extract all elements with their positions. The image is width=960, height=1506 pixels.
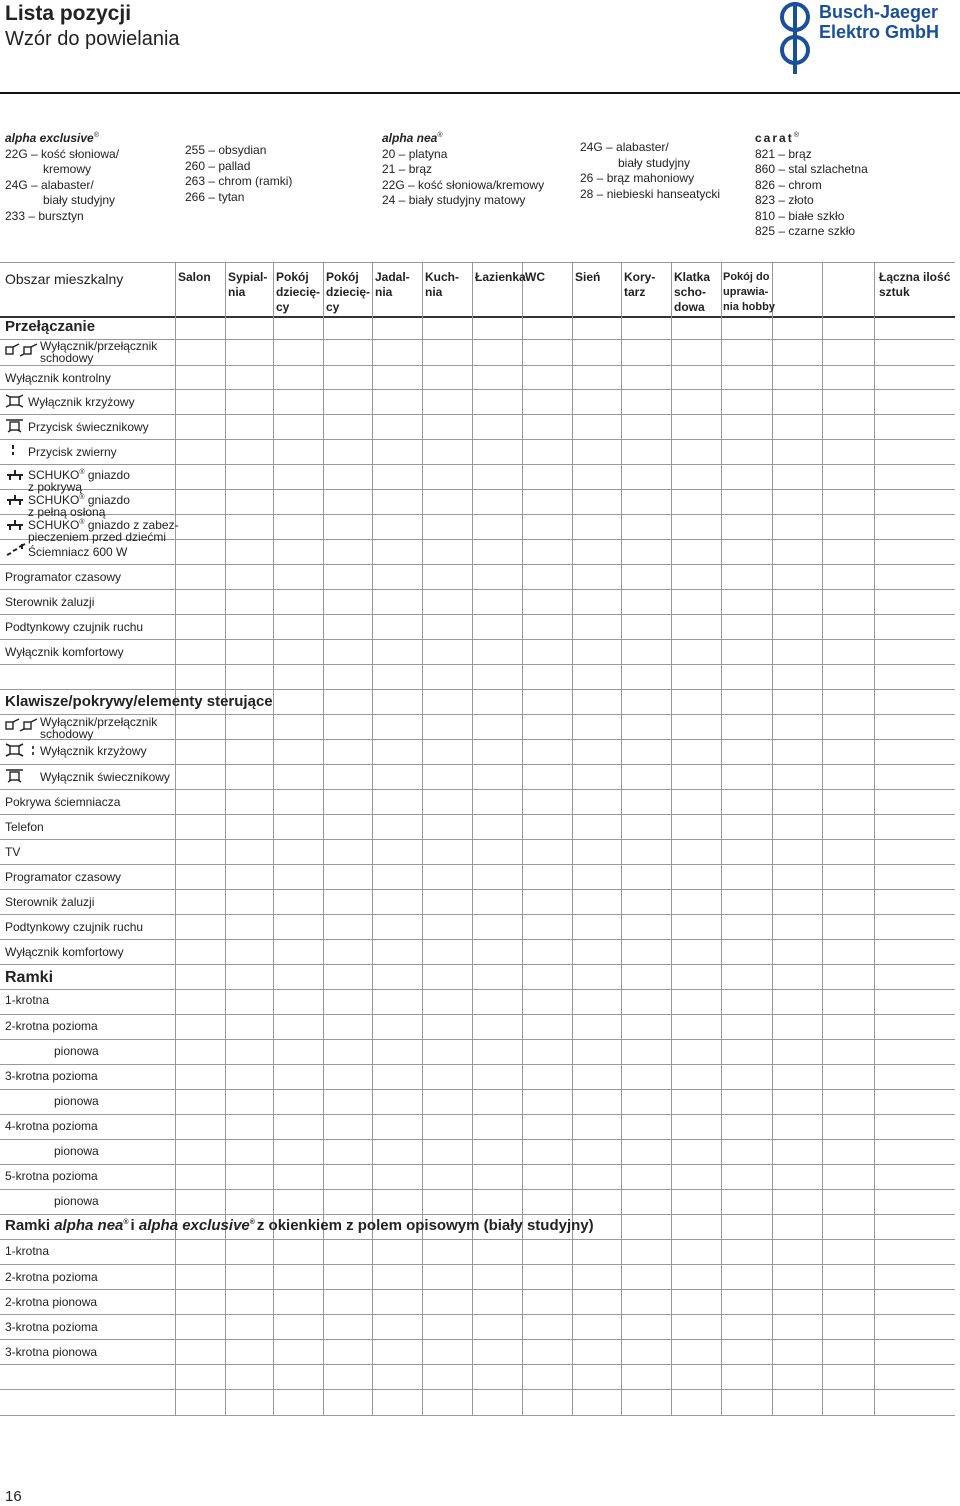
busch-jaeger-logo-icon (780, 2, 810, 74)
grid-row-line (0, 564, 955, 565)
row-label: Wyłącznik kontrolny (5, 371, 111, 385)
brand-line-1: Busch-Jaeger (819, 2, 939, 22)
row-label: pionowa (54, 1194, 99, 1208)
text-fragment: Pokój do (723, 271, 770, 283)
text-fragment: Pokój (326, 270, 359, 284)
text-fragment: dowa (674, 300, 705, 314)
grid-row-line (0, 864, 955, 865)
section-title-frames-window (5, 1217, 594, 1234)
text-fragment: cy (326, 300, 340, 314)
text-fragment: schodowy (40, 351, 94, 365)
text-fragment: ® (79, 494, 85, 501)
range-alpha-nea-2 (580, 140, 720, 202)
text-fragment: Wyłącznik/przełącznik (40, 715, 158, 729)
grid-row-line (0, 489, 955, 490)
row-label (28, 517, 179, 543)
text-fragment: z pełną osłoną (28, 505, 106, 519)
range-item: 263 – chrom (ramki) (185, 174, 293, 188)
cross-switch-icon (5, 393, 25, 409)
col-jadalnia (375, 270, 410, 300)
text-fragment (28, 492, 130, 506)
text-fragment: Kory- (624, 270, 656, 284)
row-label: Pokrywa ściemniacza (5, 795, 121, 809)
row-label: 3-krotna pozioma (5, 1320, 98, 1334)
col-sien: Sień (575, 270, 601, 284)
text-fragment: uprawia- (723, 286, 769, 298)
cross-switch-icon (5, 742, 39, 758)
text-fragment: Klatka (674, 270, 711, 284)
text-fragment: i (130, 1217, 139, 1234)
brand-line-2: Elektro GmbH (819, 22, 940, 42)
text-fragment: nia (425, 285, 443, 299)
range-alpha-exclusive (5, 128, 119, 224)
row-label: Ściemniacz 600 W (28, 545, 128, 559)
row-label: 4-krotna pozioma (5, 1119, 98, 1133)
row-label: 1-krotna (5, 993, 50, 1007)
row-label: Podtynkowy czujnik ruchu (5, 620, 144, 634)
row-label: Programator czasowy (5, 570, 122, 584)
range-item: 233 – bursztyn (5, 208, 84, 223)
grid-row-line (0, 1339, 955, 1340)
text-fragment: gniazdo z zabez- (84, 518, 179, 532)
grid-row-line (0, 1164, 955, 1165)
grid-row-line (0, 1114, 955, 1115)
range-item: kremowy (43, 162, 92, 176)
row-label: 2-krotna pionowa (5, 1295, 98, 1309)
col-wc: WC (525, 270, 545, 284)
text-fragment: schodowy (40, 727, 94, 741)
socket-icon (5, 467, 25, 483)
range-alpha-exclusive-2 (185, 143, 292, 205)
grid-line (0, 262, 955, 263)
row-label (28, 492, 130, 518)
range-item: 24G – alabaster/ (5, 177, 94, 192)
grid-row-line (0, 839, 955, 840)
row-label: Podtynkowy czujnik ruchu (5, 920, 144, 934)
text-fragment: Ramki (5, 1217, 55, 1234)
row-label: Przycisk zwierny (28, 445, 117, 459)
grid-row-line (0, 764, 955, 765)
grid-row-line (0, 1364, 955, 1365)
range-item: 20 – platyna (382, 146, 448, 161)
row-label (40, 340, 157, 364)
range-item: 22G – kość słoniowa/ (5, 146, 120, 161)
section-title-frames: Ramki (5, 969, 54, 986)
text-fragment: alpha nea (54, 1217, 124, 1234)
grid-row-line (0, 939, 955, 940)
grid-row-line (0, 389, 955, 390)
row-label: pionowa (54, 1044, 99, 1058)
text-fragment: SCHUKO (28, 518, 80, 532)
text-fragment: dziecię- (276, 285, 321, 299)
range-item: 26 – brąz mahoniowy (580, 171, 695, 185)
grid-row-line (0, 414, 955, 415)
text-fragment: Kuch- (425, 270, 459, 284)
text-fragment: SCHUKO (28, 468, 80, 482)
area-label: Obszar mieszkalny (5, 271, 124, 287)
text-fragment: nia (375, 285, 393, 299)
row-label: 1-krotna (5, 1244, 50, 1258)
text-fragment: cy (276, 300, 290, 314)
text-fragment: Sypial- (228, 270, 268, 284)
text-fragment: ® (123, 1219, 131, 1226)
row-label: 5-krotna pozioma (5, 1169, 98, 1183)
grid-row-line (0, 1289, 955, 1290)
grid-row-line (0, 1264, 955, 1265)
text-fragment: tarz (624, 285, 646, 299)
switch-icon (5, 343, 39, 357)
range-item: biały studyjny (43, 193, 116, 207)
text-fragment: Łączna ilość (879, 270, 951, 284)
grid-row-line (0, 1089, 955, 1090)
row-label (28, 467, 130, 493)
row-label: TV (5, 845, 21, 859)
grid-row-line (0, 1389, 955, 1390)
text-fragment: nia hobby (723, 301, 775, 313)
row-label: Wyłącznik krzyżowy (28, 395, 135, 409)
text-fragment: Pokój (276, 270, 309, 284)
grid-row-line (0, 589, 955, 590)
grid-row-line (0, 1014, 955, 1015)
text-fragment: z pokrywą (28, 480, 83, 494)
row-label: 3-krotna pozioma (5, 1069, 98, 1083)
row-label (40, 716, 157, 740)
grid-line (0, 1415, 955, 1416)
range-carat (755, 128, 868, 240)
range-item: 22G – kość słoniowa/kremowy (382, 177, 545, 192)
row-label: 3-krotna pionowa (5, 1345, 98, 1359)
grid-row-line (0, 464, 955, 465)
text-fragment: Jadal- (375, 270, 410, 284)
col-korytarz (624, 270, 655, 300)
reg-mark: ® (93, 132, 99, 139)
row-label: Wyłącznik krzyżowy (40, 744, 147, 758)
section-title-switching: Przełączanie (5, 318, 96, 335)
text-fragment (28, 467, 130, 481)
section-title-keys: Klawisze/pokrywy/elementy sterujące (5, 693, 273, 710)
range-title: alpha exclusive (5, 131, 94, 145)
text-fragment: gniazdo (84, 468, 130, 482)
grid-row-line (0, 814, 955, 815)
switch-icon (5, 718, 39, 732)
grid-row-line (0, 689, 955, 690)
range-item: 823 – złoto (755, 193, 814, 207)
col-sypialnia (228, 270, 267, 300)
text-fragment: dziecię- (326, 285, 371, 299)
range-item: 24 – biały studyjny matowy (382, 193, 526, 207)
row-label: Wyłącznik świecznikowy (40, 770, 170, 784)
range-item: 825 – czarne szkło (755, 224, 856, 238)
row-label: Sterownik żaluzji (5, 895, 95, 909)
range-item: 810 – białe szkło (755, 208, 845, 223)
header-divider (0, 92, 960, 94)
text-fragment: z okienkiem z polem opisowym (biały studyjny) (256, 1217, 594, 1234)
brand-name (819, 2, 939, 42)
range-alpha-nea (382, 128, 544, 209)
reg-mark: ® (793, 132, 799, 139)
socket-icon (5, 517, 25, 533)
range-title: carat (755, 131, 794, 145)
col-pokoj-dzieciecy-2 (326, 270, 370, 315)
col-klatka (674, 270, 710, 315)
text-fragment: ® (249, 1219, 257, 1226)
grid-row-line (0, 889, 955, 890)
range-item: 826 – chrom (755, 177, 822, 192)
page-title: Lista pozycji (5, 2, 132, 25)
grid-row-line (0, 664, 955, 665)
grid-row-line (0, 614, 955, 615)
text-fragment: nia (228, 285, 246, 299)
reg-mark: ® (437, 132, 443, 139)
range-item: 260 – pallad (185, 158, 251, 173)
text-fragment: sztuk (879, 285, 910, 299)
grid-row-line (0, 639, 955, 640)
col-kuchnia (425, 270, 459, 300)
text-fragment: scho- (674, 285, 707, 299)
range-item: 21 – brąz (382, 162, 433, 176)
grid-row-line (0, 1214, 955, 1215)
range-item: 860 – stal szlachetna (755, 162, 868, 176)
push-button-icon (9, 443, 21, 457)
range-item: 266 – tytan (185, 189, 245, 204)
dimmer-icon (5, 541, 27, 559)
grid-row-line (0, 1314, 955, 1315)
range-item: 821 – brąz (755, 146, 812, 161)
col-hobby (723, 270, 775, 315)
grid-row-line (0, 365, 955, 366)
row-label: Przycisk świecznikowy (28, 420, 149, 434)
grid-line (0, 316, 955, 318)
grid-row-line (0, 1189, 955, 1190)
col-lazienka: Łazienka (475, 270, 526, 284)
grid-row-line (0, 1239, 955, 1240)
page-number: 16 (5, 1488, 22, 1505)
row-label: 2-krotna pozioma (5, 1270, 98, 1284)
text-fragment (28, 517, 179, 531)
range-title: alpha nea (382, 131, 438, 145)
text-fragment: SCHUKO (28, 493, 80, 507)
row-label: pionowa (54, 1144, 99, 1158)
range-item: 255 – obsydian (185, 143, 267, 157)
text-fragment: pieczeniem przed dziećmi (28, 530, 167, 544)
grid-row-line (0, 914, 955, 915)
chandelier-switch-icon (5, 768, 25, 784)
grid-row-line (0, 789, 955, 790)
text-fragment: Wyłącznik/przełącznik (40, 339, 158, 353)
range-item: 24G – alabaster/ (580, 140, 669, 154)
page-subtitle: Wzór do powielania (5, 28, 180, 50)
text-fragment: gniazdo (84, 493, 130, 507)
grid-row-line (0, 439, 955, 440)
row-label: Telefon (5, 820, 44, 834)
grid-row-line (0, 1039, 955, 1040)
range-item: biały studyjny (618, 155, 691, 170)
row-label: Wyłącznik komfortowy (5, 645, 124, 659)
col-total (879, 270, 950, 300)
row-label: Programator czasowy (5, 870, 122, 884)
row-label: pionowa (54, 1094, 99, 1108)
text-fragment: ® (79, 469, 85, 476)
grid-row-line (0, 1064, 955, 1065)
socket-icon (5, 492, 25, 508)
row-label: Sterownik żaluzji (5, 595, 95, 609)
chandelier-button-icon (5, 418, 25, 434)
grid-row-line (0, 989, 955, 990)
grid-row-line (0, 1139, 955, 1140)
text-fragment: alpha exclusive (138, 1217, 250, 1234)
grid-row-line (0, 964, 955, 965)
text-fragment: ® (79, 519, 85, 526)
row-label: 2-krotna pozioma (5, 1019, 98, 1033)
range-item: 28 – niebieski hanseatycki (580, 186, 721, 201)
grid-row-line (0, 514, 955, 515)
col-salon: Salon (178, 270, 211, 284)
col-pokoj-dzieciecy-1 (276, 270, 320, 315)
row-label: Wyłącznik komfortowy (5, 945, 124, 959)
